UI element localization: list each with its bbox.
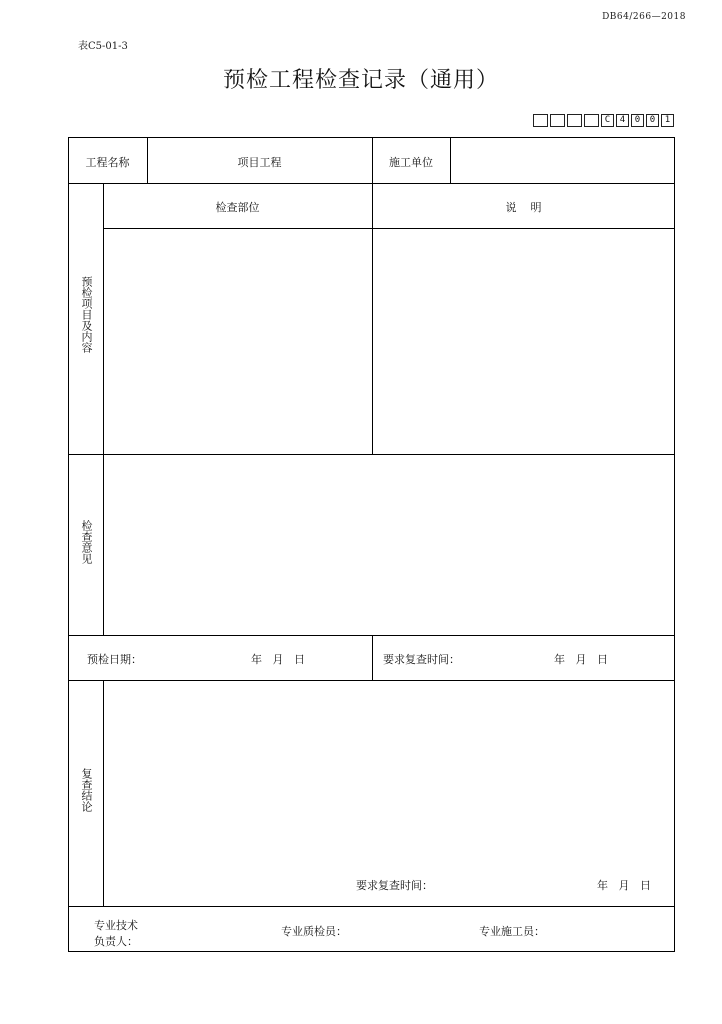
tech-lead-label	[94, 917, 138, 949]
constructor-label: 专业施工员：	[479, 925, 545, 938]
description-header: 说 明	[505, 201, 542, 214]
standard-number: DB64/266—2018	[602, 12, 686, 22]
conclusion-section-label: 复查结论	[80, 768, 93, 812]
col-divider	[450, 137, 451, 183]
conclusion-recheck-time-value[interactable]: 年 月 日	[597, 879, 651, 892]
row-divider	[68, 906, 675, 907]
code-box: C	[601, 114, 614, 127]
code-box: 0	[631, 114, 644, 127]
tech-lead-label-line2: 负责人：	[94, 935, 138, 948]
code-box[interactable]	[584, 114, 599, 127]
code-box: 0	[646, 114, 659, 127]
inspection-location-field[interactable]	[104, 229, 371, 453]
recheck-time-label: 要求复查时间：	[383, 653, 460, 666]
form-number: 表C5-01-3	[78, 41, 128, 52]
page-title: 预检工程检查记录（通用）	[222, 68, 499, 93]
record-code-boxes	[533, 114, 674, 127]
code-box[interactable]	[567, 114, 582, 127]
inspection-opinion-field[interactable]	[104, 455, 674, 634]
items-section-label: 预检项目及内容	[80, 276, 93, 353]
conclusion-recheck-time-label: 要求复查时间：	[356, 879, 433, 892]
code-box: 1	[661, 114, 674, 127]
construction-unit-label: 施工单位	[389, 156, 433, 169]
project-name-label: 工程名称	[85, 156, 130, 169]
description-field[interactable]	[373, 229, 674, 453]
code-box[interactable]	[550, 114, 565, 127]
recheck-time-value[interactable]: 年 月 日	[554, 653, 608, 666]
recheck-conclusion-field[interactable]	[104, 681, 674, 871]
tech-lead-label-line1: 专业技术	[94, 919, 138, 932]
col-divider	[372, 635, 373, 680]
quality-inspector-label: 专业质检员：	[281, 925, 347, 938]
inspection-location-header: 检查部位	[215, 201, 260, 214]
precheck-date-label: 预检日期：	[87, 653, 142, 666]
precheck-date-value[interactable]: 年 月 日	[251, 653, 305, 666]
code-box: 4	[616, 114, 629, 127]
project-name-value[interactable]: 项目工程	[237, 156, 282, 169]
opinion-section-label: 检查意见	[80, 520, 93, 564]
code-box[interactable]	[533, 114, 548, 127]
